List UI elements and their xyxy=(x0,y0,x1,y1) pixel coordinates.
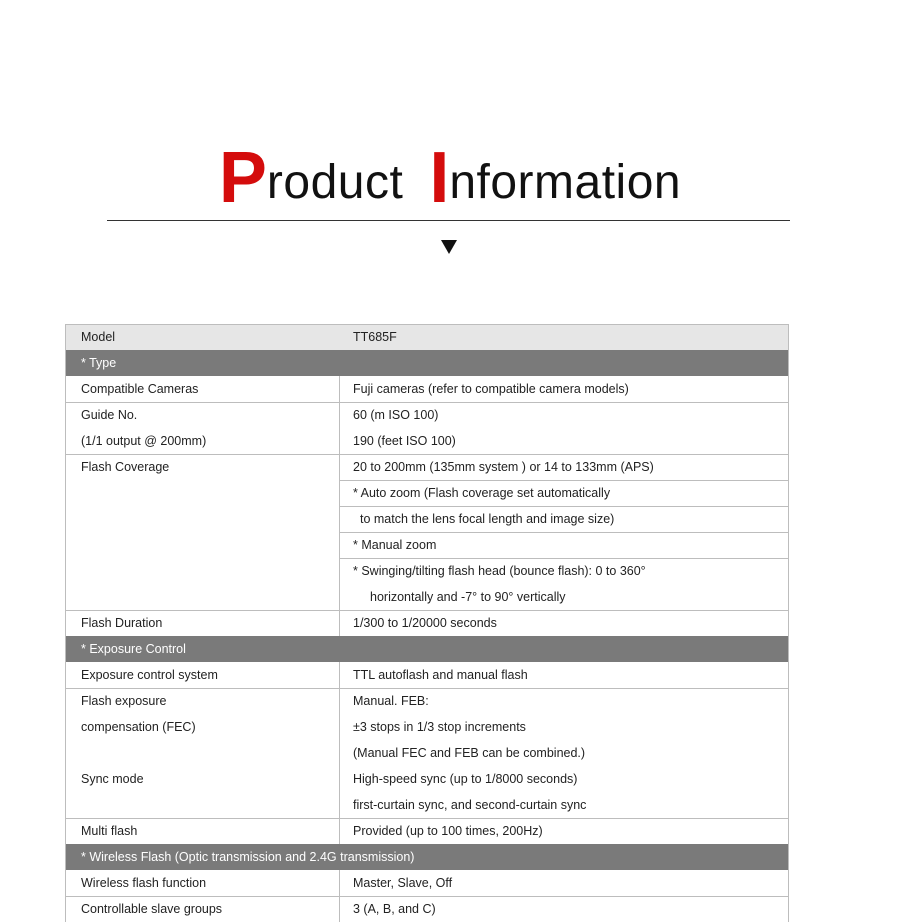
table-row xyxy=(65,740,789,766)
row-divider xyxy=(339,506,789,507)
row-divider xyxy=(65,402,789,403)
section-title: * Exposure Control xyxy=(81,642,186,656)
spec-value: * Auto zoom (Flash coverage set automatically xyxy=(353,486,611,500)
column-divider xyxy=(339,662,340,844)
spec-label: (1/1 output @ 200mm) xyxy=(81,434,207,448)
table-row xyxy=(65,610,789,636)
spec-table xyxy=(65,324,789,922)
row-divider xyxy=(65,610,789,611)
row-divider xyxy=(339,532,789,533)
table-row xyxy=(65,792,789,818)
spec-value: first-curtain sync, and second-curtain sync xyxy=(353,798,587,812)
row-divider xyxy=(65,688,789,689)
down-arrow-icon xyxy=(441,240,457,254)
section-title: * Wireless Flash (Optic transmission and 2.4G transmission) xyxy=(81,850,415,864)
table-row xyxy=(65,402,789,428)
table-row xyxy=(65,558,789,584)
table-row xyxy=(65,896,789,922)
table-row xyxy=(65,428,789,454)
row-divider xyxy=(339,480,789,481)
spec-label: Exposure control system xyxy=(81,668,218,682)
title-initial-i: I xyxy=(429,138,450,218)
spec-value: TTL autoflash and manual flash xyxy=(353,668,528,682)
title-divider xyxy=(107,220,790,221)
spec-label: Model xyxy=(81,330,116,344)
row-divider xyxy=(65,324,789,325)
spec-label: Sync mode xyxy=(81,772,144,786)
spec-header-row xyxy=(65,324,789,350)
table-border-right xyxy=(788,324,789,922)
spec-label: Compatible Cameras xyxy=(81,382,199,396)
spec-value: ±3 stops in 1/3 stop increments xyxy=(353,720,526,734)
spec-value: (Manual FEC and FEB can be combined.) xyxy=(353,746,586,760)
table-border-left xyxy=(65,324,66,922)
spec-value: 1/300 to 1/20000 seconds xyxy=(353,616,497,630)
table-row xyxy=(65,818,789,844)
section-header-exposure xyxy=(65,636,789,662)
section-header-type xyxy=(65,350,789,376)
title-word-information: nformation xyxy=(449,156,682,209)
spec-label: Flash exposure xyxy=(81,694,167,708)
table-row xyxy=(65,714,789,740)
spec-value: Manual. FEB: xyxy=(353,694,429,708)
table-row xyxy=(65,506,789,532)
spec-label: Wireless flash function xyxy=(81,876,207,890)
table-row xyxy=(65,688,789,714)
table-row xyxy=(65,376,789,402)
table-row xyxy=(65,480,789,506)
table-row xyxy=(65,584,789,610)
spec-label: Flash Duration xyxy=(81,616,163,630)
section-title: * Type xyxy=(81,356,117,370)
spec-value: 60 (m ISO 100) xyxy=(353,408,439,422)
row-divider xyxy=(65,818,789,819)
table-row xyxy=(65,532,789,558)
table-row xyxy=(65,766,789,792)
spec-label: Guide No. xyxy=(81,408,138,422)
spec-label: compensation (FEC) xyxy=(81,720,196,734)
spec-label: Controllable slave groups xyxy=(81,902,223,916)
spec-value: Provided (up to 100 times, 200Hz) xyxy=(353,824,543,838)
spec-label: Flash Coverage xyxy=(81,460,170,474)
row-divider xyxy=(65,896,789,897)
spec-value: 3 (A, B, and C) xyxy=(353,902,436,916)
table-row xyxy=(65,662,789,688)
section-header-wireless xyxy=(65,844,789,870)
spec-value: * Manual zoom xyxy=(353,538,437,552)
spec-value: Master, Slave, Off xyxy=(353,876,453,890)
spec-value: to match the lens focal length and image size) xyxy=(360,512,615,526)
spec-value: * Swinging/tilting flash head (bounce flash): 0 to 360° xyxy=(353,564,646,578)
title-initial-p: P xyxy=(218,138,267,218)
spec-label: Multi flash xyxy=(81,824,138,838)
spec-value: 190 (feet ISO 100) xyxy=(353,434,456,448)
spec-value: 20 to 200mm (135mm system ) or 14 to 133mm (APS) xyxy=(353,460,654,474)
row-divider xyxy=(65,454,789,455)
row-divider xyxy=(339,558,789,559)
spec-value: High-speed sync (up to 1/8000 seconds) xyxy=(353,772,578,786)
spec-value: TT685F xyxy=(353,330,397,344)
page-title xyxy=(0,138,900,223)
title-word-product: roduct xyxy=(266,156,404,209)
spec-value: horizontally and -7° to 90° vertically xyxy=(370,590,566,604)
spec-value: Fuji cameras (refer to compatible camera models) xyxy=(353,382,629,396)
table-row xyxy=(65,454,789,480)
table-row xyxy=(65,870,789,896)
